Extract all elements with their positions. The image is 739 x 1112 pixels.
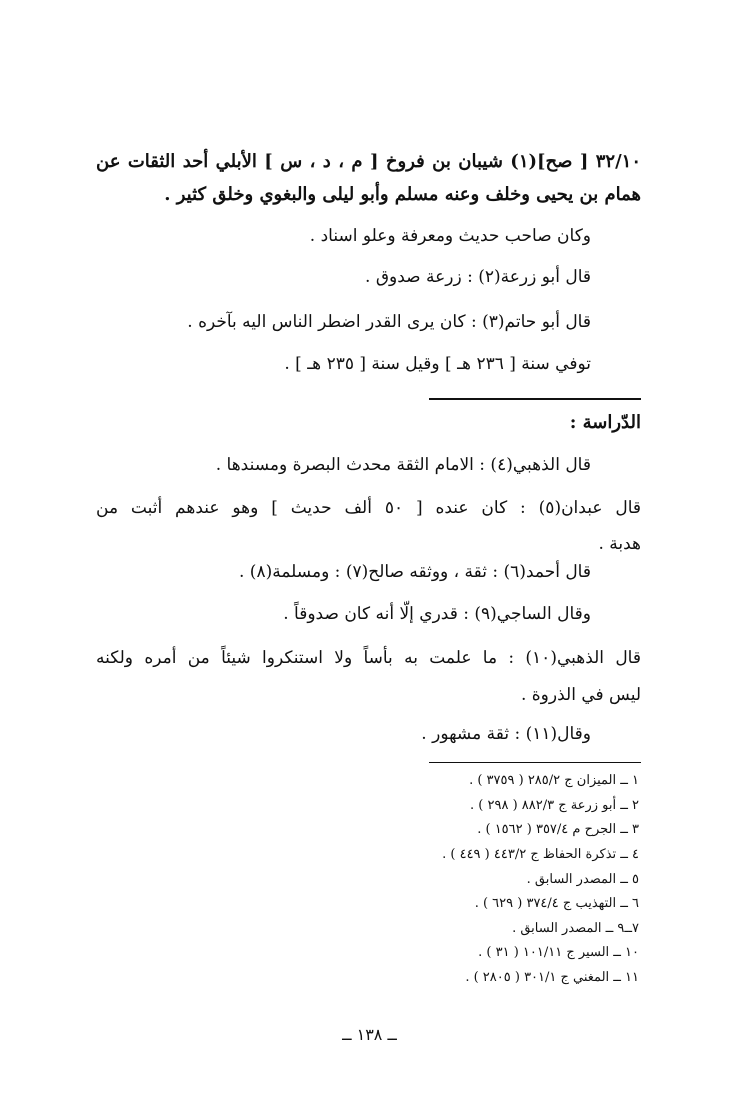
study-line-5: وقال الساجي(٩) : قدري إلّا أنه كان صدوقاً .: [283, 604, 591, 624]
footnote: ٤ ــ تذكرة الحفاظ ج ٤٤٣/٢ ( ٤٤٩ ) .: [442, 847, 639, 862]
study-line-6: قال الذهبي(١٠) : ما علمت به بأساً ولا استنكروا شيئاً من أمره ولكنه: [96, 648, 641, 668]
study-line-7: ليس في الذروة .: [520, 685, 641, 705]
footnote: ١١ ــ المغني ج ٣٠١/١ ( ٢٨٠٥ ) .: [465, 970, 639, 985]
study-line-4: قال أحمد(٦) : ثقة ، ووثقه صالح(٧) : ومسلمة(٨) .: [239, 562, 591, 582]
footnote: ٥ ــ المصدر السابق .: [526, 872, 639, 887]
study-heading: الدّراسة :: [569, 412, 641, 433]
footnote: ٧ــ٩ ــ المصدر السابق .: [512, 921, 639, 936]
entry-line-4: قال أبو زرعة(٢) : زرعة صدوق .: [365, 267, 591, 287]
study-line-2: قال عبدان(٥) : كان عنده [ ٥٠ ألف حديث ] وهو عندهم أثبت من: [96, 498, 641, 518]
entry-line-2: همام بن يحيى وخلف وعنه مسلم وأبو ليلى والبغوي وخلق كثير .: [164, 184, 641, 205]
study-line-8: وقال(١١) : ثقة مشهور .: [421, 724, 591, 744]
footnote: ١٠ ــ السير ج ١٠١/١١ ( ٣١ ) .: [478, 945, 639, 960]
entry-heading-line: ٣٢/١٠ [ صح](١) شيبان بن فروخ [ م ، د ، س ] الأبلي أحد الثقات عن: [96, 151, 641, 172]
page-number: ــ ١٣٨ ــ: [342, 1025, 397, 1044]
footnote: ١ ــ الميزان ج ٢٨٥/٢ ( ٣٧٥٩ ) .: [469, 773, 639, 788]
footnote: ٣ ــ الجرح م ٣٥٧/٤ ( ١٥٦٢ ) .: [477, 822, 639, 837]
section-divider: [429, 398, 641, 400]
footnote: ٢ ــ أبو زرعة ج ٨٨٢/٣ ( ٢٩٨ ) .: [470, 798, 639, 813]
entry-line-6: توفي سنة [ ٢٣٦ هـ ] وقيل سنة [ ٢٣٥ هـ ] .: [284, 354, 591, 374]
entry-line-3: وكان صاحب حديث ومعرفة وعلو اسناد .: [309, 226, 591, 246]
footnote-divider: [429, 762, 641, 763]
study-line-3: هدبة .: [598, 534, 641, 554]
entry-line-5: قال أبو حاتم(٣) : كان يرى القدر اضطر الناس اليه بآخره .: [187, 312, 591, 332]
study-line-1: قال الذهبي(٤) : الامام الثقة محدث البصرة ومسندها .: [215, 455, 591, 475]
footnote: ٦ ــ التهذيب ج ٣٧٤/٤ ( ٦٢٩ ) .: [474, 896, 639, 911]
